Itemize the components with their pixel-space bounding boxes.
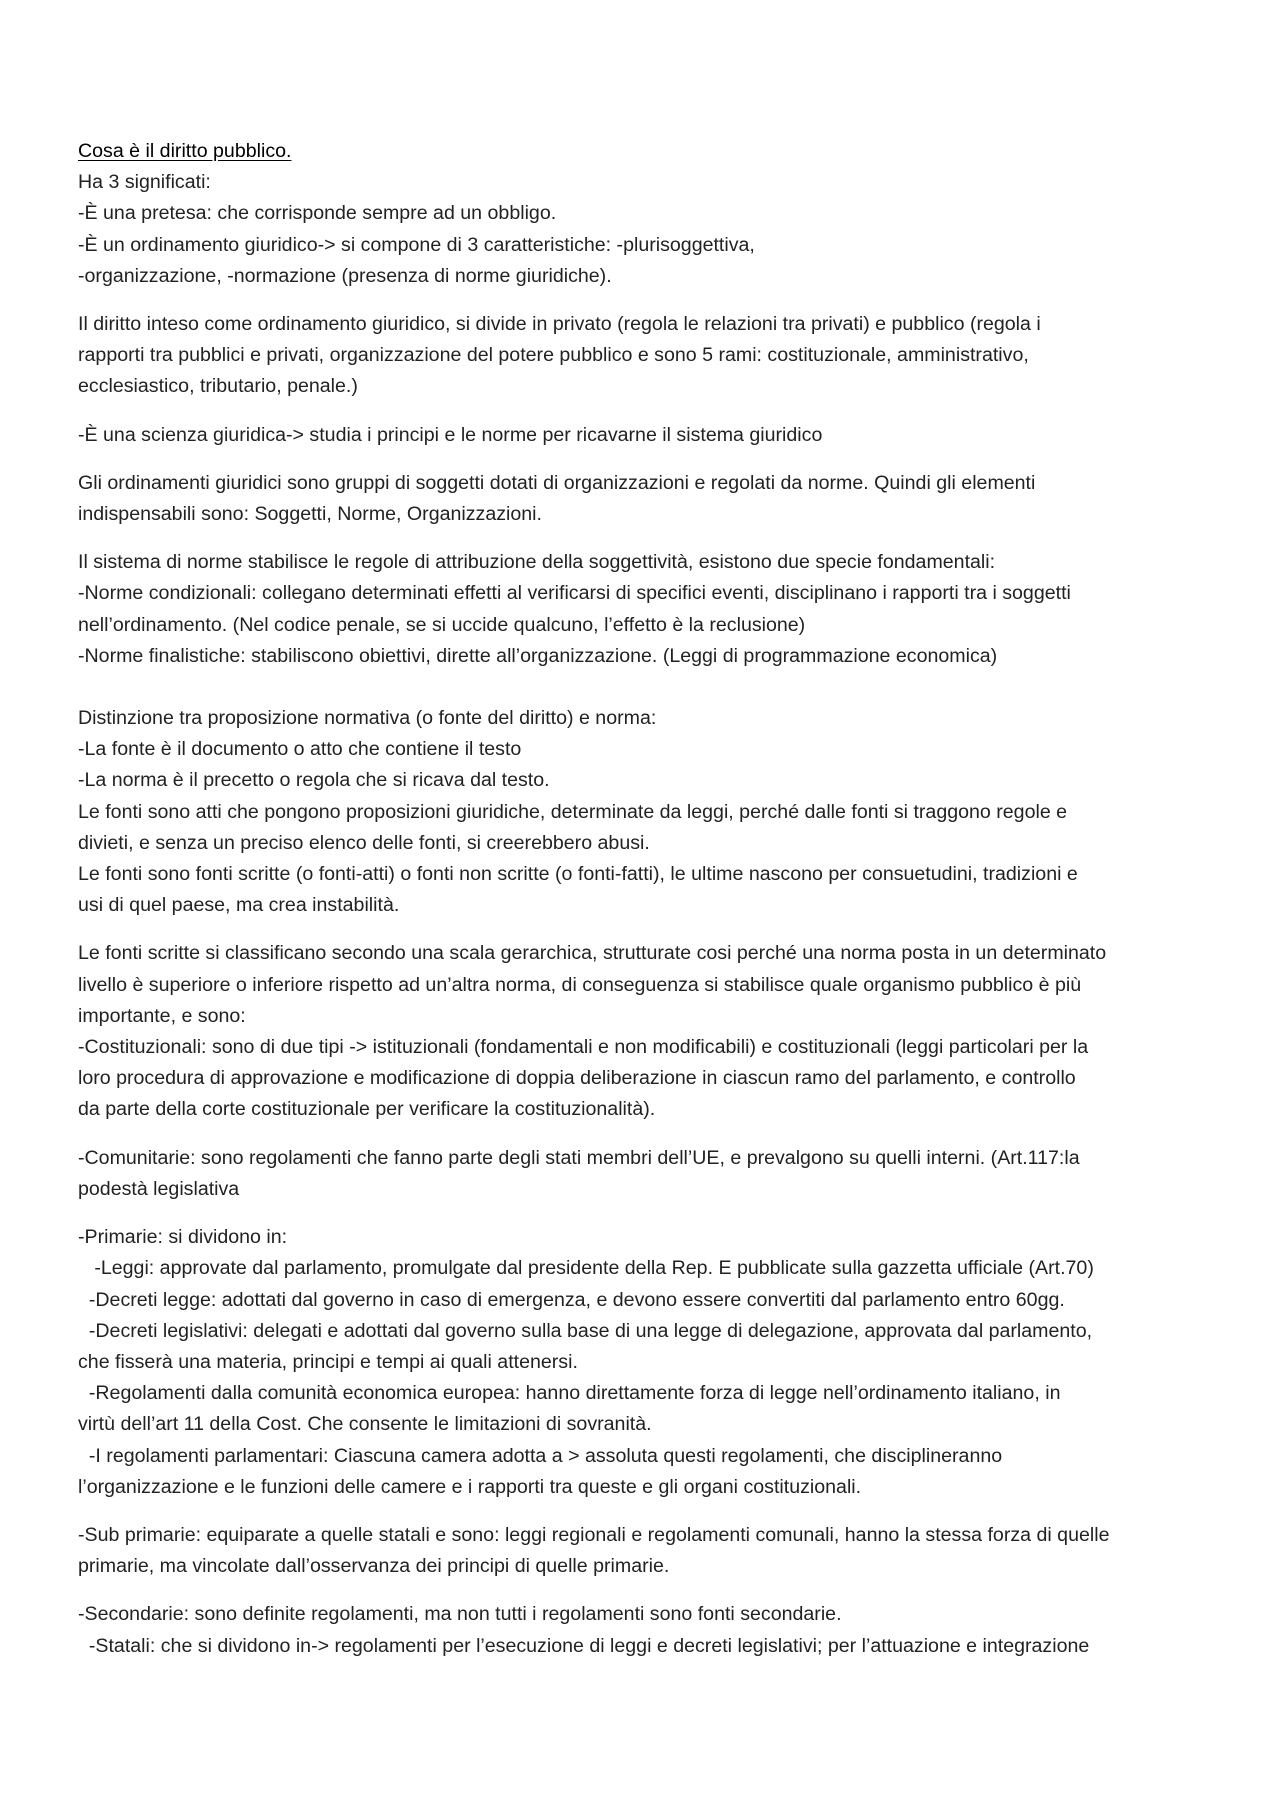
text-line: -La fonte è il documento o atto che contiene il testo [78,738,522,761]
paragraph [78,547,1218,672]
text-line: -I regolamenti parlamentari: Ciascuna camera adotta a > assoluta questi regolamenti, che disciplineranno [78,1444,1003,1467]
text-line: importante, e sono: [78,1004,246,1027]
text-line: -Regolamenti dalla comunità economica europea: hanno direttamente forza di legge nell’ordinamento italiano, in [78,1382,1061,1405]
text-line: primarie, ma vincolate dall’osservanza dei principi di quelle primarie. [78,1555,670,1578]
paragraph [78,420,1218,451]
text-line: Le fonti sono fonti scritte (o fonti-atti) o fonti non scritte (o fonti-fatti), le ultime nascono per consuetudini, tradizioni e [78,863,1078,886]
paragraph [78,1143,1218,1205]
text-line: Le fonti sono atti che pongono proposizioni giuridiche, determinate da leggi, perché dalle fonti si traggono regole e [78,800,1068,823]
text-line: -Comunitarie: sono regolamenti che fanno parte degli stati membri dell’UE, e prevalgono su quelli interni. (Art.117:la [78,1146,1080,1169]
text-line: indispensabili sono: Soggetti, Norme, Organizzazioni. [78,503,542,526]
paragraph [78,309,1218,403]
text-line: -Secondarie: sono definite regolamenti, ma non tutti i regolamenti sono fonti secondarie. [78,1603,842,1626]
text-line: -Norme condizionali: collegano determinati effetti al verificarsi di specifici eventi, disciplinano i rapporti tra i soggetti [78,582,1071,605]
text-line: -Decreti legislativi: delegati e adottati dal governo sulla base di una legge di delegazione, approvata dal parlamento, [78,1319,1093,1342]
text-line: -Primarie: si dividono in: [78,1226,288,1249]
text-line: ecclesiastico, tributario, penale.) [78,375,358,398]
text-line: Gli ordinamenti giuridici sono gruppi di soggetti dotati di organizzazioni e regolati da norme. Quindi gli elementi [78,471,1036,494]
paragraph [78,703,1218,921]
text-line: -È una pretesa: che corrisponde sempre ad un obbligo. [78,202,557,225]
text-line: podestà legislativa [78,1177,240,1200]
text-line: da parte della corte costituzionale per verificare la costituzionalità). [78,1098,656,1121]
paragraph [78,167,1218,292]
paragraph [78,1222,1218,1503]
text-line: -Norme finalistiche: stabiliscono obiettivi, dirette all’organizzazione. (Leggi di programmazione economica) [78,644,998,667]
text-line: livello è superiore o inferiore rispetto ad un’altra norma, di conseguenza si stabilisce quale organismo pubblico è più [78,973,1082,996]
text-line: -La norma è il precetto o regola che si ricava dal testo. [78,769,550,792]
text-line: -Leggi: approvate dal parlamento, promulgate dal presidente della Rep. E pubblicate sulla gazzetta ufficiale (Art.70) [78,1257,1094,1280]
text-line: rapporti tra pubblici e privati, organizzazione del potere pubblico e sono 5 rami: costituzionale, amministrativo, [78,344,1029,367]
blank-line [78,672,1218,703]
text-line: nell’ordinamento. (Nel codice penale, se si uccide qualcuno, l’effetto è la reclusione) [78,613,806,636]
paragraph [78,468,1218,530]
paragraph [78,1520,1218,1582]
text-line: usi di quel paese, ma crea instabilità. [78,894,400,917]
text-line: l’organizzazione e le funzioni delle camere e i rapporti tra queste e gli organi costituzionali. [78,1475,862,1498]
text-line: virtù dell’art 11 della Cost. Che consente le limitazioni di sovranità. [78,1413,652,1436]
text-line: -Decreti legge: adottati dal governo in caso di emergenza, e devono essere convertiti dal parlamento entro 60gg. [78,1288,1065,1311]
document-page [78,136,1218,1679]
text-line: Distinzione tra proposizione normativa (o fonte del diritto) e norma: [78,707,657,730]
document-title: Cosa è il diritto pubblico. [78,140,292,162]
paragraph [78,938,1218,1125]
text-line: -organizzazione, -normazione (presenza di norme giuridiche). [78,264,612,287]
text-line: loro procedura di approvazione e modificazione di doppia deliberazione in ciascun ramo del parlamento, e controllo [78,1067,1076,1090]
text-line: Il sistema di norme stabilisce le regole di attribuzione della soggettività, esistono due specie fondamentali: [78,551,996,574]
text-line: -Statali: che si dividono in-> regolamenti per l’esecuzione di leggi e decreti legislativi; per l’attuazione e integrazione [78,1634,1090,1657]
text-line: divieti, e senza un preciso elenco delle fonti, si creerebbero abusi. [78,831,650,854]
text-line: Le fonti scritte si classificano secondo una scala gerarchica, strutturate cosi perché una norma posta in un determinato [78,942,1107,965]
text-line: che fisserà una materia, principi e tempi ai quali attenersi. [78,1350,578,1373]
text-line: -Costituzionali: sono di due tipi -> istituzionali (fondamentali e non modificabili) e costituzionali (leggi particolari per la [78,1036,1089,1059]
text-line: -Sub primarie: equiparate a quelle statali e sono: leggi regionali e regolamenti comunali, hanno la stessa forza di quelle [78,1523,1110,1546]
text-line: -È un ordinamento giuridico-> si compone di 3 caratteristiche: -plurisoggettiva, [78,233,755,256]
text-line: Ha 3 significati: [78,171,211,194]
paragraph [78,1599,1218,1661]
text-line: Il diritto inteso come ordinamento giuridico, si divide in privato (regola le relazioni tra privati) e pubblico (regola i [78,313,1041,336]
text-line: -È una scienza giuridica-> studia i principi e le norme per ricavarne il sistema giuridico [78,423,823,446]
